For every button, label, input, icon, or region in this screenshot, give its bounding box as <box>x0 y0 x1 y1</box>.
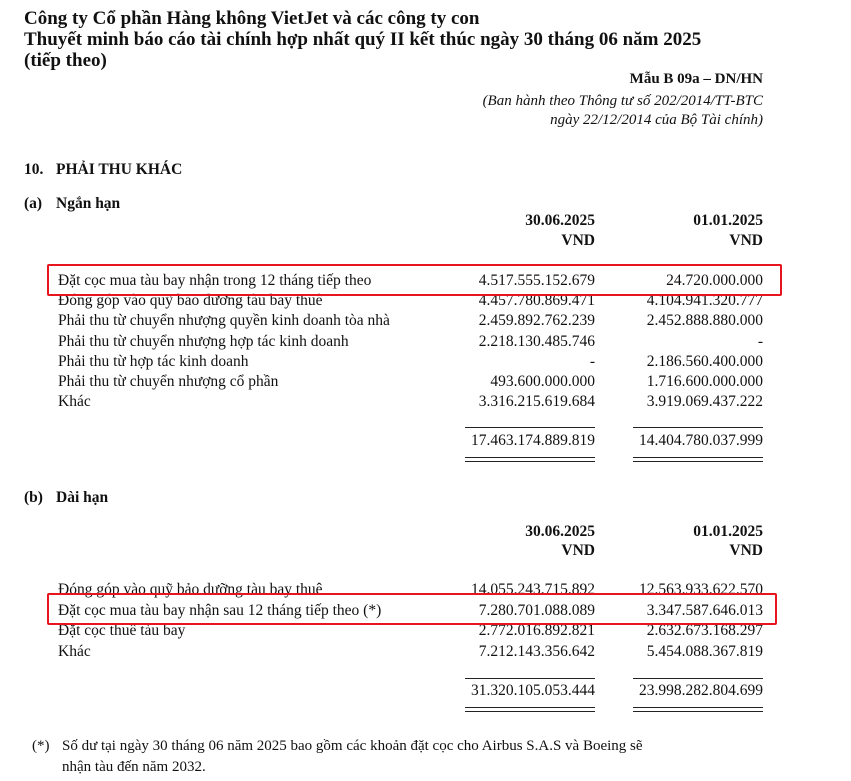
long-term-col1-date: 30.06.2025 <box>525 523 595 540</box>
long-term-total-1: 31.320.105.053.444 <box>471 682 595 699</box>
row-label: Khác <box>58 642 91 660</box>
long-term-total-rule-1a <box>465 707 595 708</box>
long-term-col2-date: 01.01.2025 <box>693 523 763 540</box>
row-value-col2: 2.632.673.168.297 <box>646 622 763 639</box>
row-value-col1: 2.459.892.762.239 <box>478 312 595 330</box>
form-code: Mẫu B 09a – DN/HN <box>629 71 763 87</box>
footnote-mark: (*) <box>32 738 50 754</box>
section-title: PHẢI THU KHÁC <box>56 161 183 178</box>
row-value-col1: 493.600.000.000 <box>490 373 595 390</box>
long-term-total-rule-2b <box>633 711 763 712</box>
row-label: Đóng góp vào quỹ bảo dưỡng tàu bay thuê <box>58 292 323 310</box>
row-label: Khác <box>58 393 91 411</box>
issued-line-1: (Ban hành theo Thông tư số 202/2014/TT-BTC <box>482 93 763 109</box>
row-label: Phải thu từ hợp tác kinh doanh <box>58 352 249 370</box>
row-value-col1: 2.218.130.485.746 <box>478 332 595 350</box>
row-value-col1: 4.457.780.869.471 <box>478 292 595 310</box>
short-term-total-rule-2a <box>633 457 763 458</box>
row-value-col2: 3.347.587.646.013 <box>646 601 763 619</box>
row-value-col2: 3.919.069.437.222 <box>646 393 763 411</box>
row-value-col1: 14.055.243.715.892 <box>471 581 595 598</box>
row-label: Phải thu từ chuyển nhượng hợp tác kinh doanh <box>58 332 349 350</box>
row-value-col1: 4.517.555.152.679 <box>478 272 595 289</box>
short-term-heading: Ngắn hạn <box>56 195 121 212</box>
long-term-col2-unit: VND <box>729 542 763 559</box>
long-term-total-rule-1b <box>465 711 595 712</box>
row-label: Đặt cọc mua tàu bay nhận sau 12 tháng tiếp theo (*) <box>58 601 382 619</box>
footnote-line-2: nhận tàu đến năm 2032. <box>62 759 206 775</box>
row-value-col2: - <box>757 332 763 350</box>
short-term-subtotal-rule-2 <box>633 427 763 428</box>
short-term-col1-unit: VND <box>561 232 595 249</box>
long-term-heading: Dài hạn <box>56 489 109 506</box>
section-number: 10. <box>24 161 44 178</box>
row-value-col1: 7.212.143.356.642 <box>478 642 595 660</box>
short-term-letter: (a) <box>24 195 43 212</box>
short-term-total-rule-2b <box>633 461 763 462</box>
short-term-total-rule-1a <box>465 457 595 458</box>
short-term-col2-date: 01.01.2025 <box>693 212 763 229</box>
row-label: Phải thu từ chuyển nhượng cổ phần <box>58 373 279 390</box>
highlight-box-long-term <box>47 593 777 625</box>
row-value-col2: 1.716.600.000.000 <box>646 373 763 390</box>
short-term-total-1: 17.463.174.889.819 <box>471 432 595 449</box>
row-value-col2: 5.454.088.367.819 <box>646 642 763 660</box>
row-value-col1: 2.772.016.892.821 <box>478 622 595 639</box>
continued-label: (tiếp theo) <box>24 50 107 71</box>
company-name: Công ty Cổ phần Hàng không VietJet và các công ty con <box>24 8 480 29</box>
row-value-col2: 4.104.941.320.777 <box>646 292 763 310</box>
long-term-letter: (b) <box>24 489 43 506</box>
row-value-col2: 24.720.000.000 <box>666 272 763 289</box>
row-value-col1: 7.280.701.088.089 <box>478 601 595 619</box>
issued-line-2: ngày 22/12/2014 của Bộ Tài chính) <box>550 112 763 128</box>
short-term-total-2: 14.404.780.037.999 <box>639 432 763 449</box>
long-term-total-2: 23.998.282.804.699 <box>639 682 763 699</box>
row-value-col2: 2.186.560.400.000 <box>646 352 763 370</box>
short-term-subtotal-rule-1 <box>465 427 595 428</box>
row-value-col2: 12.563.933.622.570 <box>639 581 763 598</box>
row-label: Đóng góp vào quỹ bảo dưỡng tàu bay thuê <box>58 581 323 598</box>
long-term-col1-unit: VND <box>561 542 595 559</box>
short-term-col1-date: 30.06.2025 <box>525 212 595 229</box>
short-term-col2-unit: VND <box>729 232 763 249</box>
report-title: Thuyết minh báo cáo tài chính hợp nhất quý II kết thúc ngày 30 tháng 06 năm 2025 <box>24 29 702 50</box>
long-term-subtotal-rule-1 <box>465 678 595 679</box>
row-label: Đặt cọc mua tàu bay nhận trong 12 tháng tiếp theo <box>58 272 372 289</box>
short-term-total-rule-1b <box>465 461 595 462</box>
highlight-box-short-term <box>47 264 782 296</box>
long-term-total-rule-2a <box>633 707 763 708</box>
row-label: Đặt cọc thuê tàu bay <box>58 622 186 639</box>
row-value-col1: - <box>589 352 595 370</box>
row-value-col2: 2.452.888.880.000 <box>646 312 763 330</box>
row-value-col1: 3.316.215.619.684 <box>478 393 595 411</box>
row-label: Phải thu từ chuyển nhượng quyền kinh doanh tòa nhà <box>58 312 390 330</box>
long-term-subtotal-rule-2 <box>633 678 763 679</box>
footnote-line-1: Số dư tại ngày 30 tháng 06 năm 2025 bao gồm các khoản đặt cọc cho Airbus S.A.S và Boeing sẽ <box>62 738 643 754</box>
